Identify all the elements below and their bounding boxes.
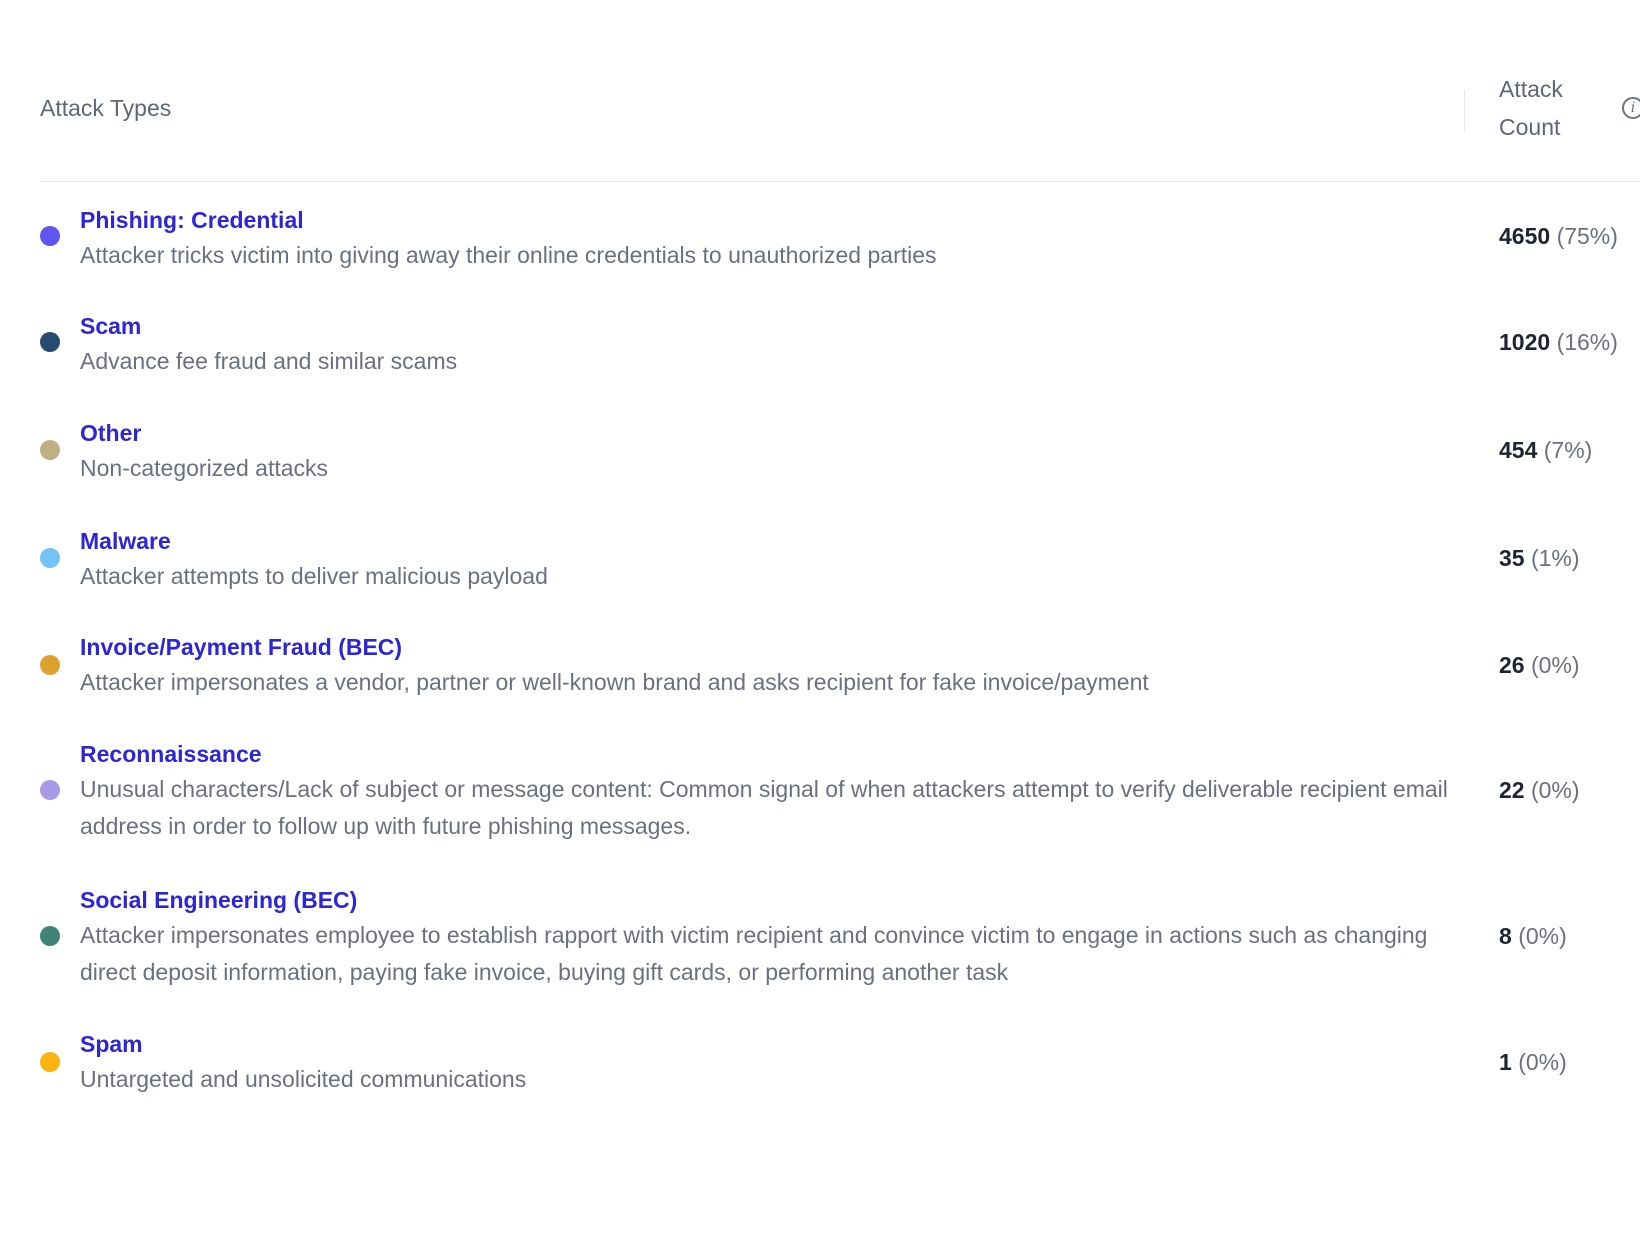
category-color-dot bbox=[40, 1052, 60, 1072]
attack-type-link[interactable]: Invoice/Payment Fraud (BEC) bbox=[80, 634, 403, 660]
attack-type-description: Advance fee fraud and similar scams bbox=[80, 348, 458, 374]
category-color-dot bbox=[40, 440, 60, 460]
attack-type-link[interactable]: Phishing: Credential bbox=[80, 207, 304, 233]
attack-type-link[interactable]: Reconnaissance bbox=[80, 741, 262, 767]
attack-count-percent: (75%) bbox=[1556, 223, 1618, 249]
category-color-dot bbox=[40, 548, 60, 568]
attack-count-percent: (1%) bbox=[1530, 545, 1580, 571]
attack-type-link[interactable]: Social Engineering (BEC) bbox=[80, 887, 358, 913]
attack-type-link[interactable]: Malware bbox=[80, 528, 171, 554]
table-row bbox=[40, 739, 1640, 849]
attack-count-value: 454 bbox=[1499, 437, 1538, 463]
attack-count-value: 35 bbox=[1499, 545, 1525, 571]
attack-count-percent: (16%) bbox=[1556, 329, 1618, 355]
attack-count bbox=[1499, 435, 1592, 465]
attack-count-value: 1 bbox=[1499, 1049, 1512, 1075]
table-row bbox=[40, 885, 1640, 995]
attack-types-column-header[interactable]: Attack Types bbox=[40, 95, 172, 121]
attack-type-link[interactable]: Other bbox=[80, 420, 142, 446]
attack-count bbox=[1499, 1047, 1567, 1077]
attack-type-description: Attacker attempts to deliver malicious payload bbox=[80, 563, 548, 589]
column-divider bbox=[1464, 90, 1465, 132]
attack-count-column-header[interactable]: Attack Count bbox=[1499, 76, 1563, 140]
attack-count-percent: (0%) bbox=[1530, 777, 1580, 803]
attack-count-value: 26 bbox=[1499, 652, 1525, 678]
category-color-dot bbox=[40, 780, 60, 800]
table-row bbox=[40, 311, 1640, 381]
attack-count-percent: (7%) bbox=[1543, 437, 1593, 463]
info-icon[interactable]: i bbox=[1622, 97, 1640, 119]
attack-count-value: 8 bbox=[1499, 923, 1512, 949]
attack-type-description: Attacker impersonates a vendor, partner or well-known brand and asks recipient for fake invoice/payment bbox=[80, 669, 1149, 695]
attack-type-description: Untargeted and unsolicited communications bbox=[80, 1066, 527, 1092]
attack-type-link[interactable]: Scam bbox=[80, 313, 142, 339]
attack-types-table bbox=[40, 0, 1640, 1092]
attack-type-description: Non-categorized attacks bbox=[80, 455, 329, 481]
attack-count bbox=[1499, 543, 1580, 573]
attack-count bbox=[1499, 650, 1580, 680]
attack-count-percent: (0%) bbox=[1518, 923, 1567, 949]
category-color-dot bbox=[40, 655, 60, 675]
category-color-dot bbox=[40, 926, 60, 946]
attack-count bbox=[1499, 775, 1580, 805]
attack-count bbox=[1499, 327, 1618, 357]
table-row bbox=[40, 1029, 1640, 1099]
attack-type-description: Attacker tricks victim into giving away their online credentials to unauthorized parties bbox=[80, 242, 937, 268]
table-row bbox=[40, 205, 1640, 275]
attack-count-value: 1020 bbox=[1499, 329, 1551, 355]
attack-count-value: 4650 bbox=[1499, 223, 1551, 249]
table-row bbox=[40, 632, 1640, 702]
attack-type-description: Unusual characters/Lack of subject or message content: Common signal of when attackers attempt to verify deliverable recipient email address in order to follow up with future phishing messages. bbox=[80, 776, 1448, 839]
table-row bbox=[40, 526, 1640, 596]
category-color-dot bbox=[40, 226, 60, 246]
attack-count-percent: (0%) bbox=[1530, 652, 1580, 678]
attack-count-percent: (0%) bbox=[1518, 1049, 1567, 1075]
attack-type-description: Attacker impersonates employee to establish rapport with victim recipient and convince victim to engage in actions such as changing direct deposit information, paying fake invoice, buying gift cards, or performing another task bbox=[80, 922, 1428, 985]
category-color-dot bbox=[40, 332, 60, 352]
attack-type-link[interactable]: Spam bbox=[80, 1031, 143, 1057]
attack-count-value: 22 bbox=[1499, 777, 1525, 803]
attack-count bbox=[1499, 221, 1618, 251]
attack-count bbox=[1499, 921, 1567, 951]
table-row bbox=[40, 418, 1640, 488]
table-header bbox=[40, 0, 1640, 182]
